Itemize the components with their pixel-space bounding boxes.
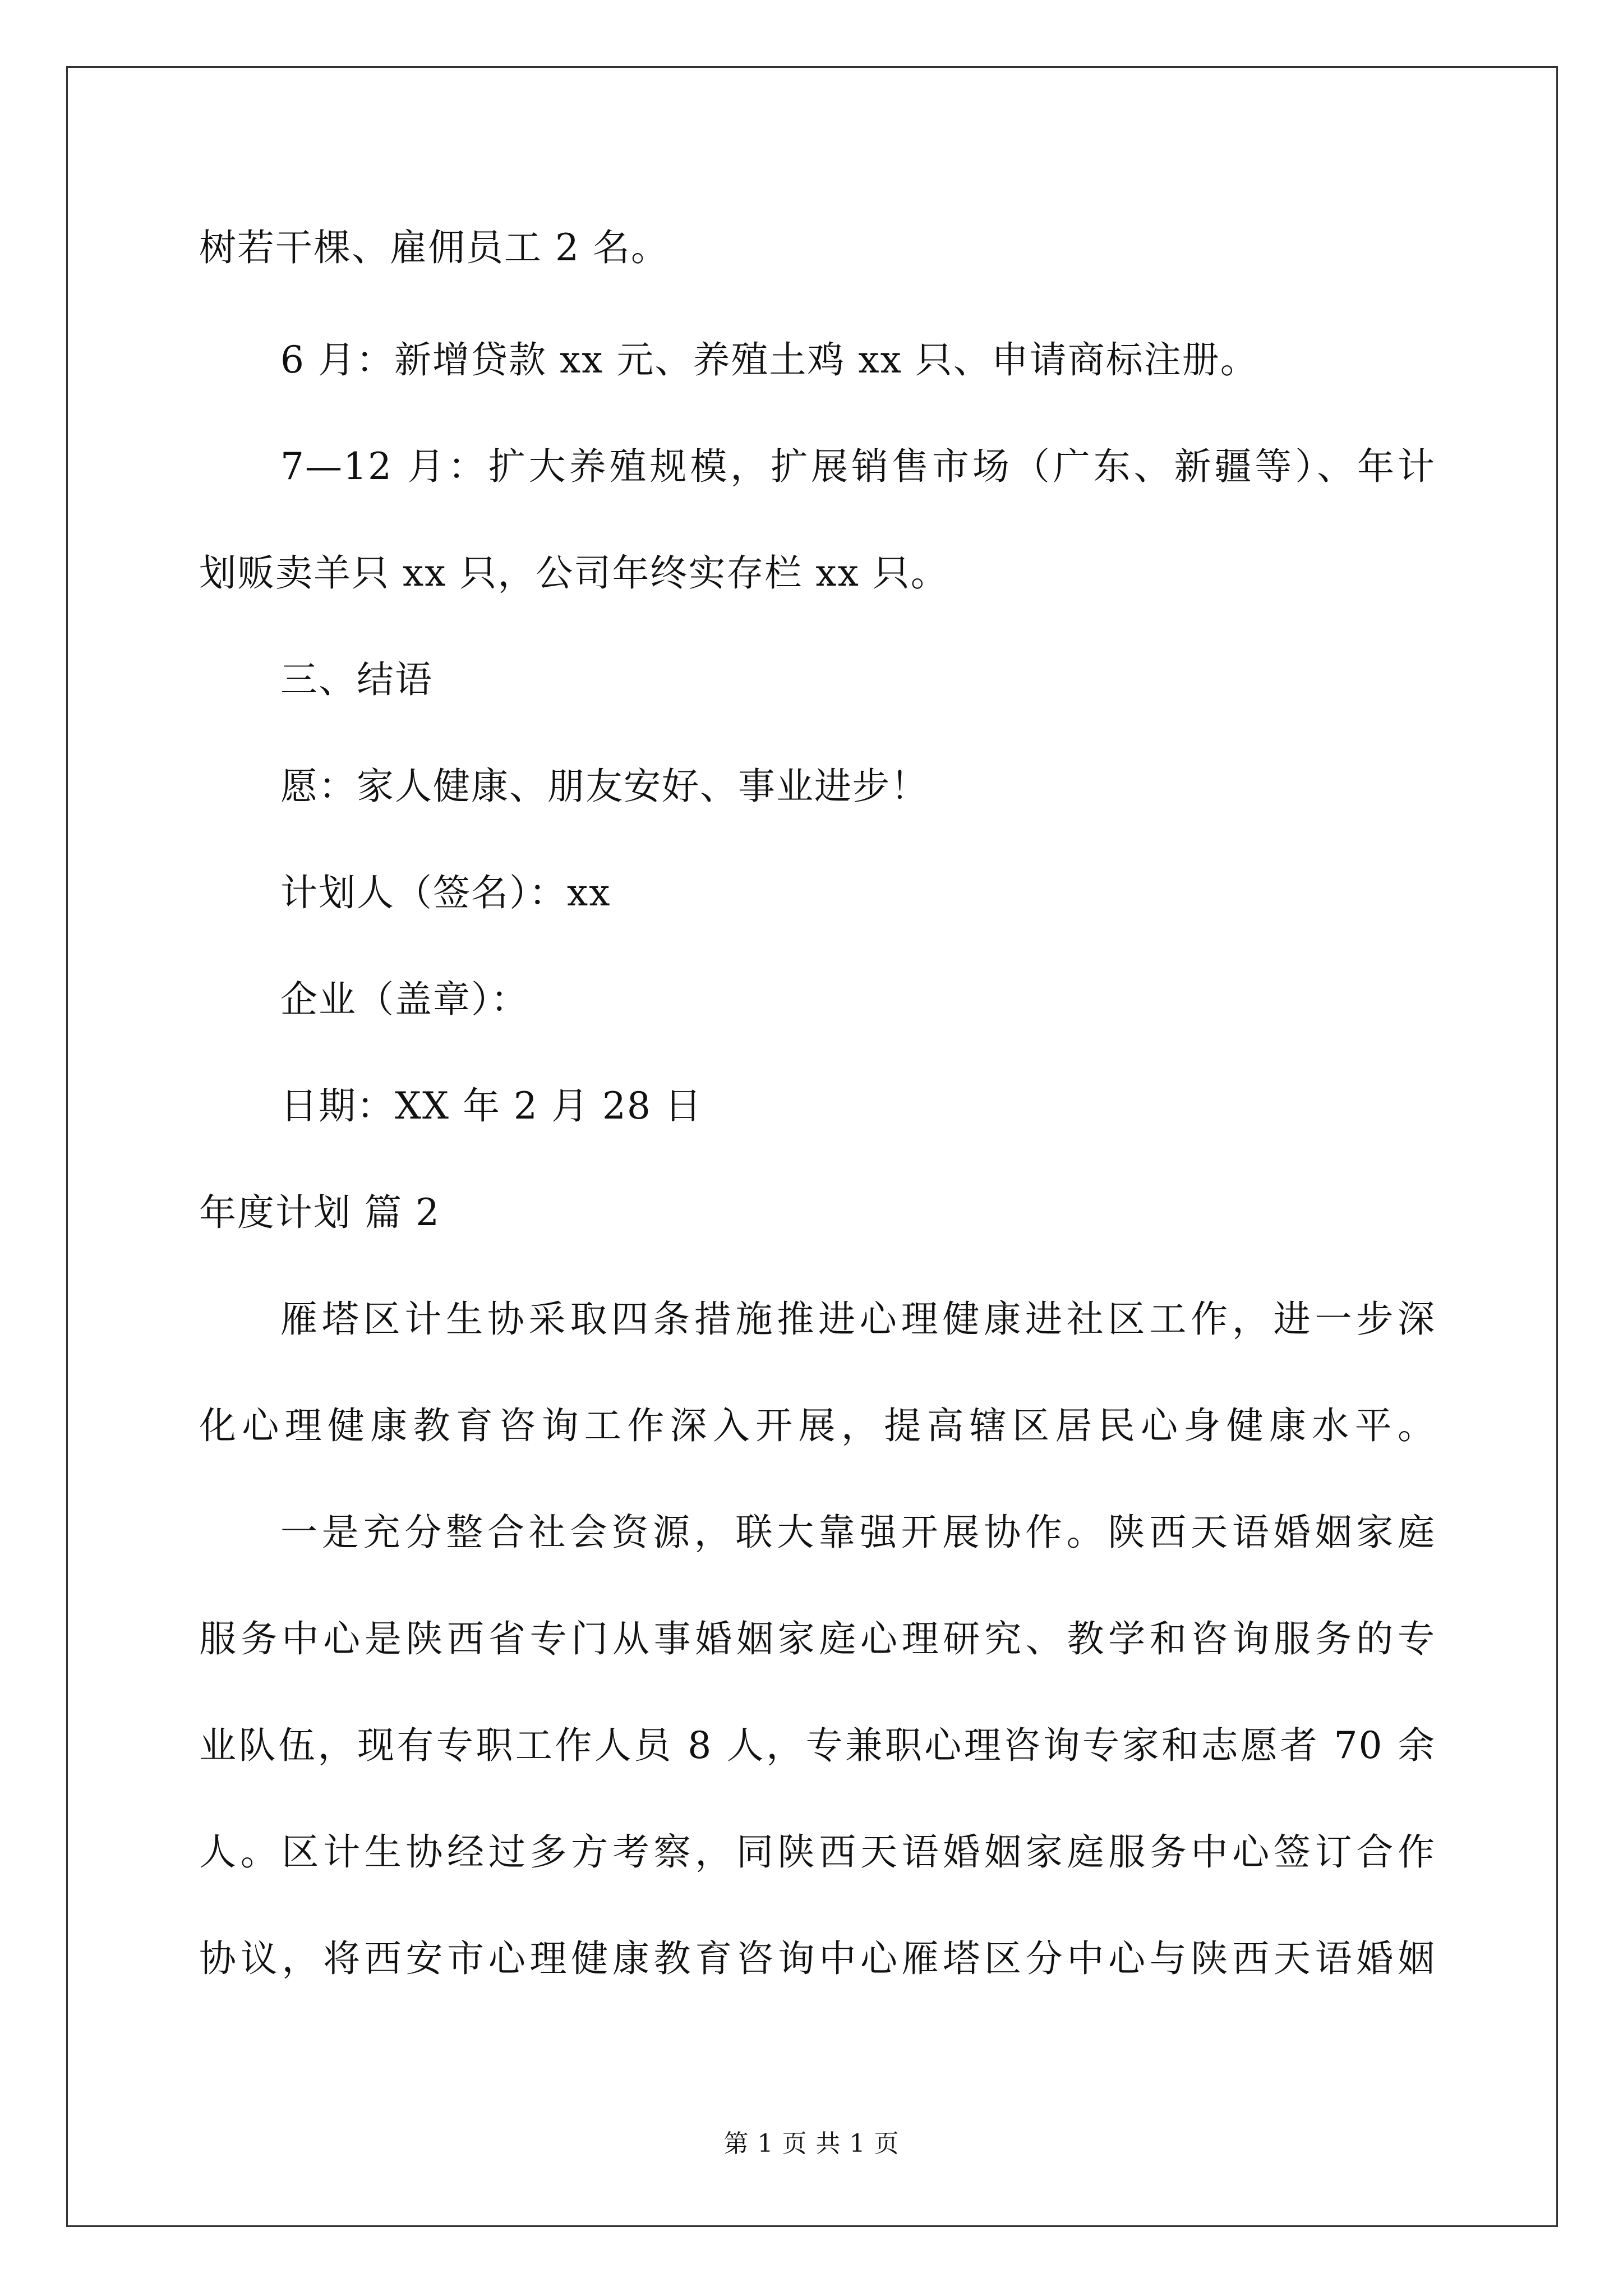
section-heading: 三、结语: [280, 658, 433, 701]
seal-line: 企业（盖章）：: [280, 978, 529, 1021]
text-line: 愿：家人健康、朋友安好、事业进步！: [280, 765, 929, 808]
text-line: 化心理健康教育咨询工作深入开展，提高辖区居民心身健康水平。: [199, 1404, 1436, 1447]
text-line: 服务中心是陕西省专门从事婚姻家庭心理研究、教学和咨询服务的专: [199, 1617, 1436, 1660]
text-line: 雁塔区计生协采取四条措施推进心理健康进社区工作，进一步深: [280, 1297, 1436, 1341]
text-line: 7—12 月：扩大养殖规模，扩展销售市场（广东、新疆等）、年计: [280, 445, 1436, 488]
page-footer: 第 1 页 共 1 页: [723, 2129, 900, 2158]
date-line: 日期：XX 年 2 月 28 日: [280, 1084, 703, 1128]
text-line: 人。区计生协经过多方考察，同陕西天语婚姻家庭服务中心签订合作: [199, 1830, 1436, 1874]
page-border: [66, 66, 1558, 2227]
text-line: 树若干棵、雇佣员工 2 名。: [199, 226, 669, 269]
text-line: 一是充分整合社会资源，联大靠强开展协作。陕西天语婚姻家庭: [280, 1511, 1436, 1554]
text-line: 划贩卖羊只 xx 只，公司年终实存栏 xx 只。: [199, 551, 949, 595]
text-line: 业队伍，现有专职工作人员 8 人，专兼职心理咨询专家和志愿者 70 余: [199, 1724, 1436, 1767]
text-line: 协议，将西安市心理健康教育咨询中心雁塔区分中心与陕西天语婚姻: [199, 1937, 1436, 1980]
text-line: 6 月：新增贷款 xx 元、养殖土鸡 xx 只、申请商标注册。: [280, 338, 1258, 381]
article-title: 年度计划 篇 2: [199, 1191, 440, 1234]
signature-line: 计划人（签名）：xx: [280, 871, 611, 914]
